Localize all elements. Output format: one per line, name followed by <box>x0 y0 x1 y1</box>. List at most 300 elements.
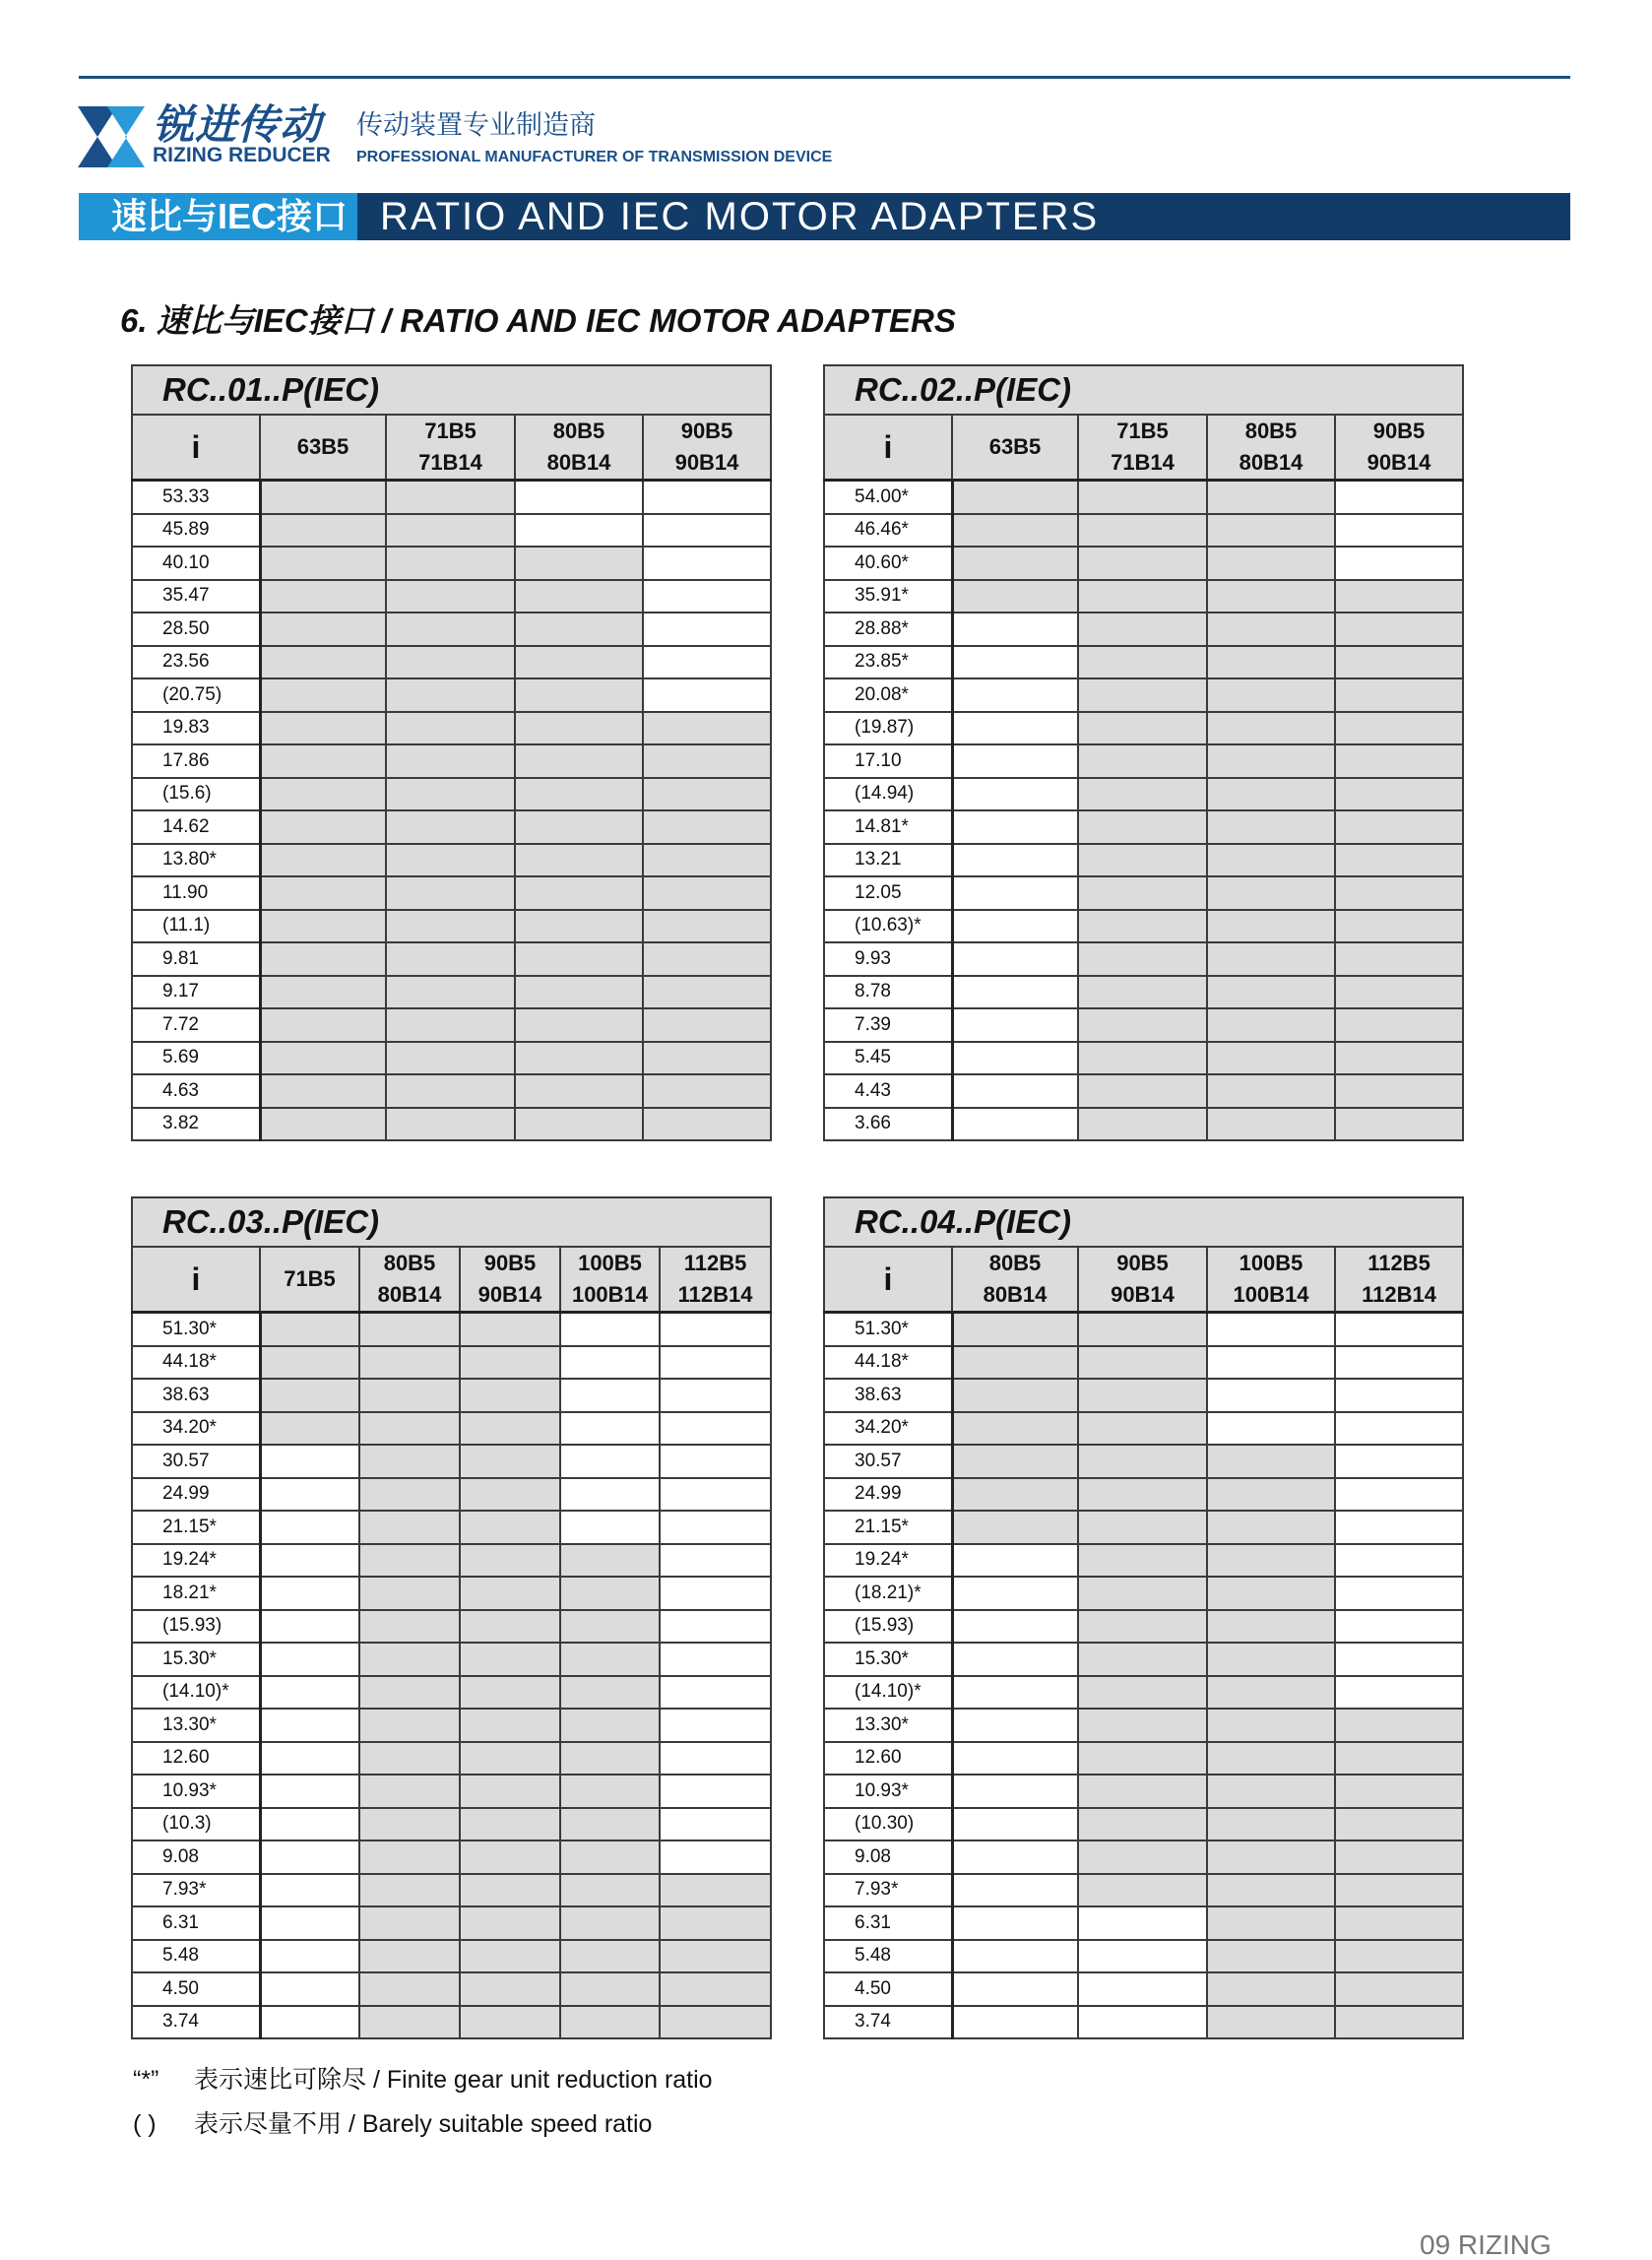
adapter-available-cell <box>460 1412 560 1446</box>
adapter-available-cell <box>952 1313 1078 1346</box>
adapter-available-cell <box>1207 1676 1335 1710</box>
adapter-available-cell <box>560 1940 660 1973</box>
adapter-empty-cell <box>952 1544 1078 1578</box>
table-row <box>132 942 771 976</box>
adapter-available-cell <box>515 942 643 976</box>
header-label: 90B5 <box>1372 419 1426 443</box>
adapter-available-cell <box>643 810 771 844</box>
adapter-available-cell <box>386 514 515 548</box>
adapter-available-cell <box>643 976 771 1009</box>
adapter-available-cell <box>1335 1972 1463 2006</box>
ratio-cell: 14.81* <box>824 810 952 844</box>
adapter-available-cell <box>1078 778 1207 811</box>
ratio-column-header <box>132 415 260 481</box>
adapter-available-cell <box>660 1972 771 2006</box>
adapter-available-cell <box>1207 1643 1335 1676</box>
adapter-available-cell <box>1207 580 1335 613</box>
adapter-available-cell <box>952 1346 1078 1380</box>
table-row <box>824 1874 1463 1907</box>
ratio-cell: 44.18* <box>824 1346 952 1380</box>
table-row <box>132 976 771 1009</box>
adapter-available-cell <box>386 547 515 580</box>
adapter-empty-cell <box>260 1478 359 1512</box>
table-title-row <box>132 365 771 415</box>
adapter-available-cell <box>560 1676 660 1710</box>
adapter-available-cell <box>560 1742 660 1776</box>
adapter-available-cell <box>560 1808 660 1841</box>
adapter-available-cell <box>560 2006 660 2039</box>
adapter-available-cell <box>260 876 386 910</box>
adapter-empty-cell <box>1335 1511 1463 1544</box>
adapter-available-cell <box>1207 1940 1335 1973</box>
adapter-empty-cell <box>1335 1346 1463 1380</box>
ratio-cell: 14.62 <box>132 810 260 844</box>
adapter-available-cell <box>359 1840 460 1874</box>
ratio-cell: 7.39 <box>824 1008 952 1042</box>
table-row <box>824 547 1463 580</box>
adapter-available-cell <box>359 1610 460 1644</box>
adapter-available-cell <box>1335 613 1463 646</box>
adapter-available-cell <box>515 744 643 778</box>
adapter-available-cell <box>515 547 643 580</box>
adapter-column-header <box>260 415 386 481</box>
ratio-cell: 53.33 <box>132 481 260 514</box>
adapter-available-cell <box>1335 876 1463 910</box>
adapter-available-cell <box>1207 1042 1335 1075</box>
ratio-cell: (14.94) <box>824 778 952 811</box>
ratio-cell: 19.83 <box>132 712 260 745</box>
banner-title-cn: 速比与IEC接口 <box>79 193 357 240</box>
ratio-cell: 3.66 <box>824 1108 952 1141</box>
ratio-cell: 18.21* <box>132 1577 260 1610</box>
table-row <box>824 1478 1463 1512</box>
adapter-empty-cell <box>260 1840 359 1874</box>
adapter-available-cell <box>260 910 386 943</box>
adapter-empty-cell <box>260 1775 359 1808</box>
adapter-available-cell <box>1207 1808 1335 1841</box>
adapter-available-cell <box>260 678 386 712</box>
adapter-empty-cell <box>952 1042 1078 1075</box>
header-label: 90B14 <box>1366 450 1431 475</box>
adapter-available-cell <box>359 1906 460 1940</box>
adapter-available-cell <box>1335 2006 1463 2039</box>
adapter-available-cell <box>1078 910 1207 943</box>
table-title-row <box>132 1197 771 1247</box>
adapter-available-cell <box>1078 1544 1207 1578</box>
header-label: 80B5 <box>383 1251 436 1275</box>
adapter-column-header <box>952 1247 1078 1313</box>
adapter-empty-cell <box>560 1346 660 1380</box>
adapter-empty-cell <box>1335 1445 1463 1478</box>
ratio-cell: 3.74 <box>132 2006 260 2039</box>
adapter-available-cell <box>260 1346 359 1380</box>
ratio-cell: 21.15* <box>824 1511 952 1544</box>
header-label: 80B5 <box>1244 419 1298 443</box>
adapter-available-cell <box>1078 514 1207 548</box>
ratio-cell: 23.56 <box>132 646 260 679</box>
header-label: 100B5 <box>578 1251 642 1275</box>
adapter-available-cell <box>1335 744 1463 778</box>
header-label: 71B5 <box>1116 419 1169 443</box>
adapter-empty-cell <box>952 613 1078 646</box>
adapter-available-cell <box>460 1379 560 1412</box>
adapter-available-cell <box>643 1074 771 1108</box>
adapter-available-cell <box>1335 580 1463 613</box>
adapter-column-header <box>1207 1247 1335 1313</box>
adapter-column-header <box>460 1247 560 1313</box>
adapter-available-cell <box>260 976 386 1009</box>
adapter-available-cell <box>1207 1840 1335 1874</box>
header-label: 80B5 <box>988 1251 1042 1275</box>
adapter-available-cell <box>460 1840 560 1874</box>
adapter-available-cell <box>515 976 643 1009</box>
table-row <box>824 1775 1463 1808</box>
table-row <box>824 1577 1463 1610</box>
table-row <box>132 1808 771 1841</box>
ratio-cell: 34.20* <box>132 1412 260 1446</box>
adapter-empty-cell <box>1207 1313 1335 1346</box>
adapter-empty-cell <box>1335 1676 1463 1710</box>
adapter-empty-cell <box>952 744 1078 778</box>
ratio-column-header <box>824 1247 952 1313</box>
adapter-available-cell <box>515 876 643 910</box>
ratio-cell: 11.90 <box>132 876 260 910</box>
adapter-available-cell <box>1078 1412 1207 1446</box>
adapter-available-cell <box>1207 481 1335 514</box>
header-label: 90B14 <box>477 1282 542 1307</box>
ratio-cell: 17.10 <box>824 744 952 778</box>
header-label: 80B14 <box>983 1282 1048 1307</box>
ratio-cell: 13.21 <box>824 844 952 877</box>
ratio-cell: (11.1) <box>132 910 260 943</box>
adapter-column-header <box>952 415 1078 481</box>
adapter-available-cell <box>260 844 386 877</box>
section-banner <box>79 193 1570 240</box>
table-row <box>824 1840 1463 1874</box>
brand-name-cn: 锐进传动 <box>153 101 323 148</box>
ratio-cell: (15.93) <box>132 1610 260 1644</box>
header-label: 80B5 <box>552 419 605 443</box>
ratio-cell: 9.08 <box>132 1840 260 1874</box>
adapter-available-cell <box>1078 1709 1207 1742</box>
adapter-available-cell <box>359 1412 460 1446</box>
adapter-empty-cell <box>560 1511 660 1544</box>
adapter-available-cell <box>1207 1972 1335 2006</box>
adapter-available-cell <box>386 646 515 679</box>
ratio-cell: 7.72 <box>132 1008 260 1042</box>
adapter-empty-cell <box>952 1108 1078 1141</box>
adapter-available-cell <box>1207 1610 1335 1644</box>
adapter-available-cell <box>260 481 386 514</box>
ratio-cell: 8.78 <box>824 976 952 1009</box>
adapter-available-cell <box>260 942 386 976</box>
ratio-cell: 9.08 <box>824 1840 952 1874</box>
header-label: 71B14 <box>418 450 482 475</box>
table-row <box>824 1412 1463 1446</box>
adapter-empty-cell <box>1335 1610 1463 1644</box>
ratio-cell: 15.30* <box>132 1643 260 1676</box>
table-row <box>132 1906 771 1940</box>
adapter-empty-cell <box>660 1610 771 1644</box>
adapter-column-header <box>660 1247 771 1313</box>
ratio-cell: 28.50 <box>132 613 260 646</box>
ratio-cell: 12.05 <box>824 876 952 910</box>
adapter-available-cell <box>660 1906 771 1940</box>
adapter-empty-cell <box>952 1742 1078 1776</box>
adapter-available-cell <box>1335 1775 1463 1808</box>
adapter-available-cell <box>515 646 643 679</box>
adapter-available-cell <box>1207 1445 1335 1478</box>
adapter-empty-cell <box>952 1577 1078 1610</box>
adapter-available-cell <box>359 1775 460 1808</box>
adapter-available-cell <box>260 810 386 844</box>
adapter-column-header <box>515 415 643 481</box>
table-row <box>132 910 771 943</box>
ratio-cell: 6.31 <box>132 1906 260 1940</box>
header-label: 71B5 <box>424 419 477 443</box>
adapter-available-cell <box>1207 910 1335 943</box>
adapter-available-cell <box>386 712 515 745</box>
adapter-available-cell <box>1335 646 1463 679</box>
table-row <box>824 942 1463 976</box>
adapter-available-cell <box>260 514 386 548</box>
adapter-available-cell <box>1335 1940 1463 1973</box>
adapter-available-cell <box>952 547 1078 580</box>
adapter-available-cell <box>359 1544 460 1578</box>
adapter-empty-cell <box>952 1775 1078 1808</box>
ratio-cell: 40.60* <box>824 547 952 580</box>
ratio-cell: 19.24* <box>132 1544 260 1578</box>
table-row <box>824 1346 1463 1380</box>
ratio-cell: 3.82 <box>132 1108 260 1141</box>
adapter-available-cell <box>1207 1544 1335 1578</box>
adapter-empty-cell <box>1335 1379 1463 1412</box>
adapter-available-cell <box>1078 1742 1207 1776</box>
ratio-cell: (19.87) <box>824 712 952 745</box>
adapter-available-cell <box>1207 778 1335 811</box>
adapter-available-cell <box>1078 646 1207 679</box>
table-row <box>132 1577 771 1610</box>
table-row <box>132 1008 771 1042</box>
table-row <box>132 712 771 745</box>
adapter-available-cell <box>386 1042 515 1075</box>
adapter-empty-cell <box>952 1906 1078 1940</box>
table-row <box>824 910 1463 943</box>
adapter-available-cell <box>1207 1742 1335 1776</box>
adapter-empty-cell <box>660 1544 771 1578</box>
adapter-available-cell <box>1078 1643 1207 1676</box>
adapter-empty-cell <box>643 678 771 712</box>
adapter-available-cell <box>460 1906 560 1940</box>
adapter-available-cell <box>386 744 515 778</box>
adapter-empty-cell <box>260 1709 359 1742</box>
table-row <box>824 580 1463 613</box>
adapter-available-cell <box>1207 1478 1335 1512</box>
header-label: i <box>883 1261 893 1297</box>
adapter-available-cell <box>952 481 1078 514</box>
header-label: 112B14 <box>1362 1282 1436 1307</box>
adapter-empty-cell <box>660 1346 771 1380</box>
adapter-column-header <box>1335 1247 1463 1313</box>
adapter-available-cell <box>359 1972 460 2006</box>
adapter-empty-cell <box>1078 1972 1207 2006</box>
adapter-available-cell <box>560 1840 660 1874</box>
ratio-cell: 40.10 <box>132 547 260 580</box>
adapter-column-header <box>1207 415 1335 481</box>
adapter-available-cell <box>359 1643 460 1676</box>
adapter-column-header <box>1078 1247 1207 1313</box>
adapter-available-cell <box>1335 1742 1463 1776</box>
adapter-empty-cell <box>1335 1643 1463 1676</box>
adapter-available-cell <box>460 1643 560 1676</box>
adapter-available-cell <box>260 778 386 811</box>
adapter-available-cell <box>1078 1313 1207 1346</box>
adapter-empty-cell <box>660 1577 771 1610</box>
ratio-cell: 9.17 <box>132 976 260 1009</box>
adapter-empty-cell <box>660 1313 771 1346</box>
adapter-available-cell <box>515 580 643 613</box>
ratio-cell: 24.99 <box>132 1478 260 1512</box>
header-label: 80B14 <box>377 1282 442 1307</box>
table-row <box>824 844 1463 877</box>
adapter-available-cell <box>515 1008 643 1042</box>
adapter-available-cell <box>460 1478 560 1512</box>
adapter-available-cell <box>1207 844 1335 877</box>
table-row <box>824 1042 1463 1075</box>
adapter-available-cell <box>260 646 386 679</box>
adapter-empty-cell <box>952 810 1078 844</box>
table-row <box>132 514 771 548</box>
adapter-available-cell <box>643 910 771 943</box>
adapter-available-cell <box>260 1313 359 1346</box>
header-label: 71B14 <box>1111 450 1175 475</box>
ratio-cell: (18.21)* <box>824 1577 952 1610</box>
adapter-available-cell <box>386 481 515 514</box>
adapter-empty-cell <box>260 1544 359 1578</box>
table-row <box>132 1775 771 1808</box>
ratio-cell: (15.6) <box>132 778 260 811</box>
adapter-empty-cell <box>1078 1906 1207 1940</box>
adapter-empty-cell <box>952 1972 1078 2006</box>
adapter-empty-cell <box>952 646 1078 679</box>
table-row <box>132 1544 771 1578</box>
header-rule <box>79 76 1570 79</box>
adapter-available-cell <box>359 1379 460 1412</box>
adapter-available-cell <box>952 1412 1078 1446</box>
adapter-available-cell <box>643 1008 771 1042</box>
ratio-cell: 34.20* <box>824 1412 952 1446</box>
ratio-table-rc02 <box>823 364 1464 1141</box>
table-row <box>824 646 1463 679</box>
adapter-available-cell <box>260 744 386 778</box>
table-row <box>132 1742 771 1776</box>
table-row <box>132 1478 771 1512</box>
adapter-available-cell <box>1078 1676 1207 1710</box>
header-label: 100B14 <box>1233 1282 1309 1307</box>
table-row <box>132 1445 771 1478</box>
ratio-table-rc03 <box>131 1196 772 2039</box>
adapter-available-cell <box>643 844 771 877</box>
adapter-available-cell <box>1207 976 1335 1009</box>
adapter-available-cell <box>359 1478 460 1512</box>
ratio-table-rc04 <box>823 1196 1464 2039</box>
ratio-cell: 21.15* <box>132 1511 260 1544</box>
table-row <box>824 744 1463 778</box>
table-row <box>824 1742 1463 1776</box>
table-row <box>824 1676 1463 1710</box>
ratio-cell: (10.63)* <box>824 910 952 943</box>
adapter-available-cell <box>560 1643 660 1676</box>
table-row <box>132 1676 771 1710</box>
adapter-empty-cell <box>660 1511 771 1544</box>
adapter-empty-cell <box>643 547 771 580</box>
adapter-available-cell <box>1207 1775 1335 1808</box>
adapter-available-cell <box>460 1544 560 1578</box>
table-row <box>132 1379 771 1412</box>
ratio-cell: 44.18* <box>132 1346 260 1380</box>
adapter-available-cell <box>1078 942 1207 976</box>
table-row <box>132 1940 771 1973</box>
adapter-available-cell <box>460 1676 560 1710</box>
table-row <box>824 1445 1463 1478</box>
header-label: i <box>191 1261 201 1297</box>
adapter-available-cell <box>1335 942 1463 976</box>
table-header-row <box>132 415 771 481</box>
adapter-available-cell <box>359 1346 460 1380</box>
adapter-available-cell <box>260 1042 386 1075</box>
adapter-column-header <box>560 1247 660 1313</box>
adapter-available-cell <box>260 1008 386 1042</box>
adapter-available-cell <box>1335 1008 1463 1042</box>
adapter-available-cell <box>386 1074 515 1108</box>
legend-barely <box>133 2109 652 2139</box>
table-row <box>824 678 1463 712</box>
adapter-available-cell <box>1335 678 1463 712</box>
header-label: 90B14 <box>1111 1282 1175 1307</box>
adapter-available-cell <box>1207 1906 1335 1940</box>
adapter-available-cell <box>660 1874 771 1907</box>
adapter-available-cell <box>260 1074 386 1108</box>
adapter-available-cell <box>515 778 643 811</box>
adapter-empty-cell <box>952 942 1078 976</box>
table-row <box>132 1108 771 1141</box>
legend-symbol: “*” <box>133 2066 159 2094</box>
table-row <box>132 580 771 613</box>
adapter-available-cell <box>643 778 771 811</box>
table-row <box>132 678 771 712</box>
adapter-empty-cell <box>952 2006 1078 2039</box>
adapter-available-cell <box>359 1313 460 1346</box>
header-label: 80B14 <box>1239 450 1303 475</box>
adapter-empty-cell <box>660 1412 771 1446</box>
table-row <box>132 844 771 877</box>
adapter-available-cell <box>1207 712 1335 745</box>
table-row <box>824 976 1463 1009</box>
header-label: 63B5 <box>296 434 349 459</box>
ratio-cell: 12.60 <box>132 1742 260 1776</box>
ratio-cell: 17.86 <box>132 744 260 778</box>
adapter-empty-cell <box>660 1840 771 1874</box>
table-row <box>824 1610 1463 1644</box>
adapter-available-cell <box>460 1511 560 1544</box>
table-row <box>132 1042 771 1075</box>
tagline-cn: 传动装置专业制造商 <box>356 110 596 140</box>
adapter-available-cell <box>952 580 1078 613</box>
adapter-available-cell <box>386 613 515 646</box>
adapter-available-cell <box>1078 1074 1207 1108</box>
adapter-column-header <box>386 415 515 481</box>
header-label: 100B14 <box>571 1282 649 1307</box>
